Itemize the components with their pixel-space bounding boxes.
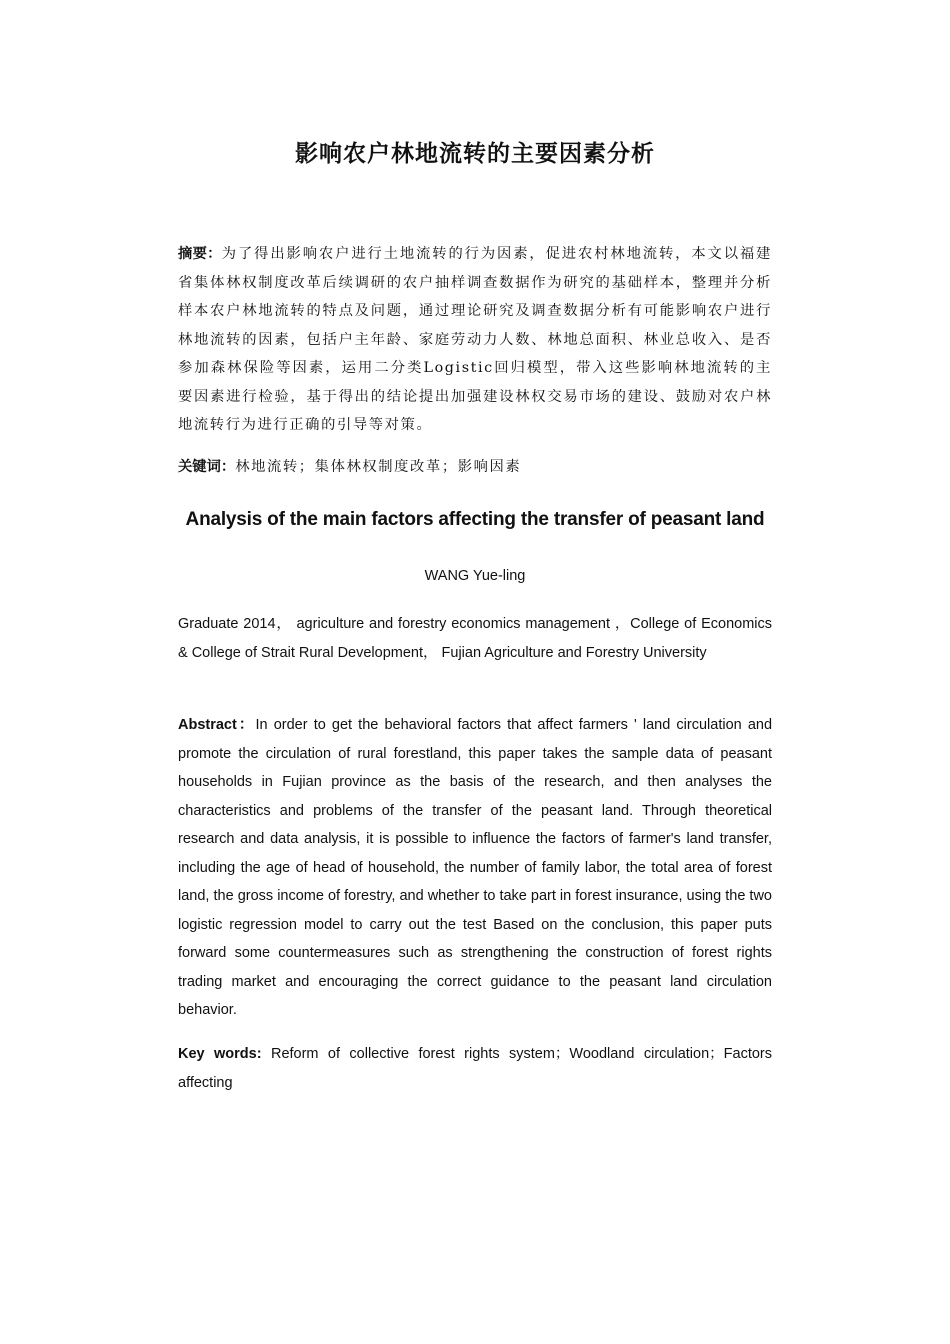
author-affiliation: Graduate 2014， agriculture and forestry economics management ，College of Economics & College of Strait Rural Development， Fujian Agriculture and Forestry University	[178, 616, 772, 661]
english-keywords-label: Key words:	[178, 1046, 262, 1062]
english-keywords	[178, 1040, 772, 1097]
chinese-keywords	[178, 453, 772, 482]
chinese-title: 影响农户林地流转的主要因素分析	[295, 141, 655, 167]
english-abstract	[178, 711, 772, 1025]
chinese-keywords-text: 林地流转；集体林权制度改革；影响因素	[235, 459, 522, 475]
chinese-abstract-text: 为了得出影响农户进行土地流转的行为因素，促进农村林地流转，本文以福建省集体林权制度改革后续调研的农户抽样调查数据作为研究的基础样本，整理并分析样本农户林地流转的特点及问题，通过理论研究及调查数据分析有可能影响农户进行林地流转的因素，包括户主年龄、家庭劳动力人数、林地总面积、林业总收入、是否参加森林保险等因素，运用二分类Logistic回归模型，带入这些影响林地流转的主要因素进行检验，基于得出的结论提出加强建设林权交易市场的建设、鼓励对农户林地流转行为进行正确的引导等对策。	[178, 246, 772, 433]
author-name: WANG Yue-ling	[424, 568, 526, 584]
english-abstract-label: Abstract：	[178, 717, 256, 733]
chinese-abstract-label: 摘要：	[178, 246, 222, 262]
chinese-abstract	[178, 240, 772, 440]
english-keywords-text: Reform of collective forest rights system；Woodland circulation；Factors affecting	[178, 1046, 772, 1091]
chinese-keywords-label: 关键词：	[178, 459, 236, 475]
english-title: Analysis of the main factors affecting the transfer of peasant land	[185, 509, 765, 530]
english-abstract-text: In order to get the behavioral factors that affect farmers ' land circulation and promote the circulation of rural forestland, this paper takes the sample data of peasant households in Fujian province as the basis of the research, and then analyses the characteristics and problems of the transfer of the peasant land. Through theoretical research and data analysis, it is possible to influence the factors of farmer's land transfer, including the age of head of household, the number of family labor, the total area of forest land, the gross income of forestry, and whether to take part in forest insurance, using the two logistic regression model to carry out the test Based on the conclusion, this paper puts forward some countermeasures such as strengthening the construction of forest rights trading market and encouraging the correct guidance to the peasant land circulation behavior.	[178, 717, 773, 1018]
